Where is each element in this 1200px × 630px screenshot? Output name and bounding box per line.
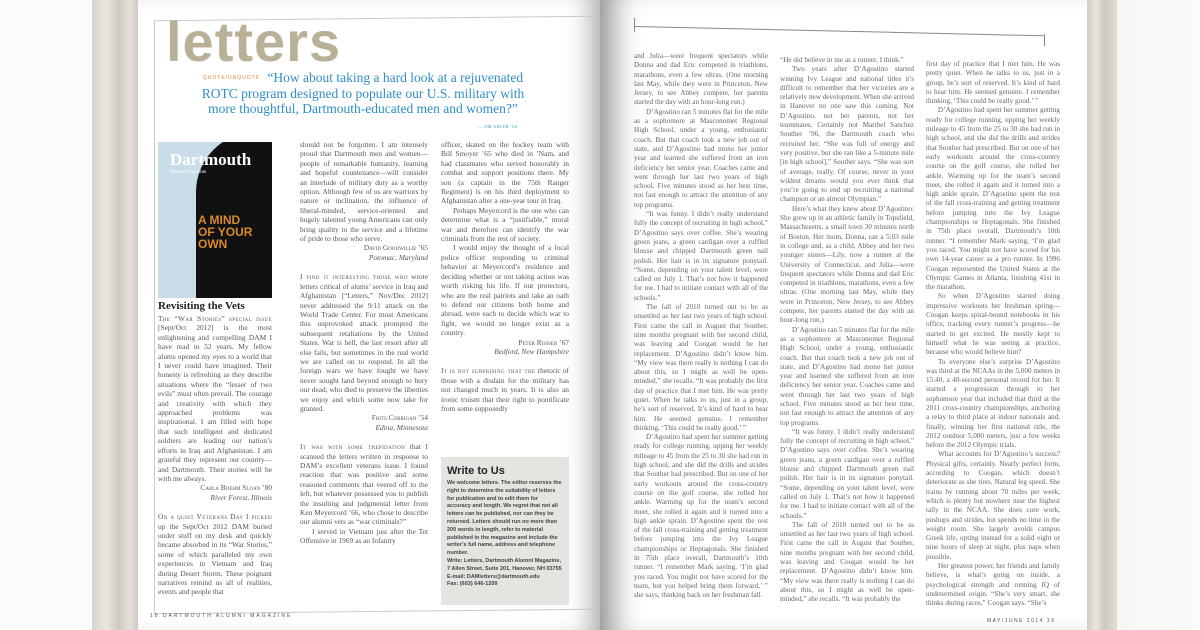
letter-location: River Forest, Illinois [210,492,272,502]
cover-subtitle: Alumni Magazine [170,170,207,175]
letters-column-2 [300,140,428,608]
article-paragraph: Her greatest power, her friends and family believe, is what’s going on inside, a psychological strength and running IQ of undetermined origin. “She’s very smart, she thinks during races,” Coogan says. “She’s [926,562,1060,608]
letter-body: Perhaps Meyercord is the one who can determine what is a “justifiable,” moral war and therefore can identify the war criminals from the rest of society. [441,205,569,244]
section-title: letters [166,10,342,73]
letter-lead: It is not surprising that the [441,366,536,376]
write-to-us-box [441,457,569,605]
letter-body: I would enjoy the thought of a local police officer responding to criminal behavior at Meyercord’s residence and deciding whether or not taking action was worth risking his life. If our protectors, who are the real patriots and take an oath to defend our citizens both home and abroad, were each to decide which war to fight, we would no longer exist as a country. [441,243,569,338]
letter-body: officer, skated on the hockey team with Bill Smoyer ’65 who died in ’Nam, and had classmates who served honorably in combat and support positions there. My son (a captain in the 75th Ranger Regiment) is on his third deployment to Afghanistan after a one-year tour in Iraq. [441,140,569,206]
letter-lead: On a quiet Veterans Day I picked [158,512,272,522]
letter-body: should not be forgotten. I am intensely proud that Dartmouth men and women—people of remarkable humanity, learning and hopeful countenance—will consider an interlude of military duty as a worthy option. Although few of us are warriors by nature or inclination, the influence of liberal-minded, service-oriented and hugely talented young Americans can only bring quality to the service and a lifetime of pride to those who serve. [300,140,428,244]
article-column-3 [926,60,1060,610]
page-folio-right: MAY/JUNE 2014 19 [987,618,1056,624]
write-to-us-address: Write: Letters, Dartmouth Alumni Magazine, 7 Allen Street, Suite 201, Hanover, NH 03755 [447,557,562,572]
letter-body: rhetoric of those with a disdain for the military has not changed much in years. It is also an ironic truism that their right to pontificate from some supposedly [441,366,569,413]
letter-lead: I find it interesting those who [300,272,408,282]
article-paragraph: D’Agostino ran 5 minutes flat for the mile as a sophomore at Masconomet Regional High School, under a young, enthusiastic coach. But that coach took a new job out of state, and D’Agostino had mono her junior year and learned she suffered from an iron deficiency her senior year. Coaches came and went through her last two years of high school. Five minutes stood as her best time, not fast enough to attract the attention of any top programs. [634,107,768,209]
article-column-2 [780,56,914,612]
letter-location: Edina, Minnesota [375,422,428,432]
article-column-1 [634,52,768,612]
right-page [600,0,1087,630]
write-to-us-body: We welcome letters. The editor reserves the right to determine the suitability of letters for publication and to edit them for accuracy and length. We regret that not all letters can be published, nor can they be returned. Letters should run no more than 200 words in length, refer to material published in the magazine and include the writer’s full name, address and telephone number. [447,480,562,557]
article-paragraph: and Julia—were frequent spectators while Donna and dad Eric competed in triathlons, marathons, even a few ultras. (One morning last May, while they were in Princeton, New Jersey, to see Abbey compete, her parents started the day with an hour-long run.) [634,52,768,107]
article-paragraph: first day of practice that I met him. He was pretty quiet. When he talks to us, just in a group, he’s sort of reserved. It’s kind of hard to hear him. He seemed genuine. I remember thinking, ‘This could be really good.’ ” [926,60,1060,106]
letter-body: up the Sept/Oct 2012 DAM buried under stuff on my desk and quickly became absorbed in its “War Stories,” some of which paralleled my own experiences in Vietnam and Iraq during Desert Storm. These poignant narratives remind us all of realities, events and people that [158,521,272,597]
letter-signature: Peter Rosser ’67 [518,337,569,347]
pull-quote-label: QUOTE/UNQUOTE [202,75,261,82]
letters-heading: Revisiting the Vets [158,300,245,312]
article-paragraph: So when D’Agostino started doing impressive workouts her freshman spring—Coogan keeps spiral-bound notebooks in his office, tracking every runner’s progress—he started to get excited. He mostly kept to himself what he was seeing at practice, because who would believe him? [926,292,1060,357]
book-spine-left [92,0,140,630]
article-paragraph: The fall of 2010 turned out to be as unsettled as her last two years of high school. First came the call in August that Souther, nine months pregnant with her second child, was leaving and Coogan would be her replacement. D’Agostino didn’t know him. “My view was there really is nothing I can do about this, so I might as well be open-minded,” she recalls. “It was probably the first day of practice that I met him. He was pretty quiet. When he talks to us, just in a group, he’s sort of reserved. It’s kind of hard to hear him. He seemed genuine. I remember thinking, ‘This could be really good.’ ” [634,303,768,432]
book-edge-right [1085,0,1117,630]
letter-body: that I scanned the letters written in response to DAM’s excellent veterans issue. I found reaction that was positive and some reasoned comments that veered off to the left, but whatever possessed you to publish the insulting and judgmental letter from Ken Meyercord ’66, who chose to describe our alumni vets as “war criminals?” [300,442,428,527]
letter-signature: David Goodwillie ’65 [363,243,428,253]
article-paragraph: “It was funny. I didn’t really understand fully the concept of recruiting in high school,” D’Agostino says over coffee. She’s wearing green jeans, a green cardigan over a ruffled blouse and chipped Dartmouth green nail polish. Her hair is in its signature ponytail. “Some, depending on your talent level, were called on July 1. That’s not how it happened for me. I had to initiate contact with all of the schools.” [780,427,914,520]
header-rule-cap-left [634,18,635,32]
article-paragraph: To everyone else’s surprise D’Agostino was third at the NCAAs in the 5,000 meters in 15:40, a 40-second personal record for her. It started a progression through to her sophomore year that included that third at the 2011 cross-country championships, anchoring a relay to third place at indoor nationals and, finally, winning her first national title, the 2012 outdoor 5,000 meters, just a few weeks before the 2012 Olympic trials. [926,357,1060,450]
article-paragraph: What accounts for D’Agostino’s success? Physical gifts, certainly. Nearly perfect form, according to Coogan, which doesn’t deteriorate as she tires. Natural leg speed. She trains by running about 70 miles per week, which is plenty but nowhere near the highest tally in the NCAA. She does core work, pushups and strides, but spends no time in the weight room. She largely avoids campus Greek life, opting instead for a solid eight or nine hours of sleep at night, plus naps when possible. [926,450,1060,561]
letter-signature: Frits Corrigan ’54 [371,413,428,423]
article-paragraph: D’Agostino had spent her summer getting ready for college running, upping her weekly mileage to 45 from the 25 to 30 she had run in high school, and she did the drills and strides that Souther had prescribed. But on one of her early workouts around the cross-country course on the golf course, she rolled her ankle. Warming up for the team’s second meet, she rolled it again and it turned into a high ankle sprain. D’Agostino spent the rest of the fall cross-training and getting treatment before jumping into the Ivy League championships or Heptagonals. She finished in 75th place overall, Dartmouth’s 10th runner. “I remember Mark saying, ‘I’m glad you raced. You might not have scored for his own 14-year career as a pro runner. In 1996 Coogan represented the United States at the Olympic Games in Atlanta, finishing 41st in the marathon. [926,106,1060,292]
pull-quote [198,70,528,116]
article-paragraph: D’Agostino had spent her summer getting ready for college running, upping her weekly mileage to 45 from the 25 to 30 she had run in high school, and she did the drills and strides that Souther had prescribed. But on one of her early workouts around the cross-country course on the golf course, she rolled her ankle. Warming up for the team’s second meet, she rolled it again and it turned into a high ankle sprain. D’Agostino spent the rest of the fall cross-training and getting treatment before jumping into the Ivy League championships or Heptagonals. She finished in 75th place overall, Dartmouth’s 10th runner. “I remember Mark saying, ‘I’m glad you raced. You might not have scored for the team, but you helped bring them forward,’ ” she says, thinking back on her freshman fall. [634,433,768,600]
write-to-us-heading: Write to Us [447,465,505,477]
header-rule-cap-right [1044,34,1045,46]
letter-location: Bedford, New Hampshire [494,346,569,356]
letter-body: I served in Vietnam just after the Tet Offensive in 1969 as an Infantry [300,526,428,546]
letters-column-3 [441,140,569,452]
write-to-us-fax: Fax: (603) 646-1209 [447,581,498,588]
letter-body: wrote letters critical of alums’ service in Iraq and Afghanistan [“Letters,” Nov/Dec 2012] never addressed the 9/11 attack on the World Trade Center. For most Americans this unprovoked attack prompted the subsequent retaliations by the United States. War is hell, the last resort after all else fails, but sometimes in the real world we are called on to respond. In all the foreign wars we have fought we have never sought land beyond enough to bury our dead, who died to preserve the liberties we enjoy and which some now take for granted. [300,272,428,413]
article-paragraph: The fall of 2010 turned out to be as unsettled as her last two years of high school. First came the call in August that Souther, nine months pregnant with her second child, was leaving and Coogan would be her replacement. D’Agostino didn’t know him. “My view was there really is nothing I can do about this, so I might as well be open-minded,” she recalls. “It was probably the [780,520,914,604]
cover-masthead: Dartmouth [170,150,252,169]
letter-body: [Sept/Oct 2012] is the most enlightening and compelling DAM I have read in 52 years. My fellow alums opened my eyes to a world that I never could have imagined. Their honesty is refreshing as they describe situations where the “lesser of two evils” must often prevail. The courage and creativity with which they approached problems was inspirational. I am filled with hope that such intelligent and dedicated soldiers are leading our nation’s efforts in Iraq and Afghanistan. I am grateful they represent our country—and Dartmouth. Their stories will be with me always. [158,323,272,483]
article-paragraph: D’Agostino ran 5 minutes flat for the mile as a sophomore at Masconomet Regional High School, under a young, enthusiastic coach. But that coach took a new job out of state, and D’Agostino had mono her junior year and learned she suffered from an iron deficiency her senior year. Coaches came and went through her last two years of high school. Five minutes stood as her best time, not fast enough to attract the attention of any top programs. [780,325,914,427]
letter-lead: It was with some trepidation [300,442,406,452]
header-rule [634,26,1044,36]
write-to-us-email[interactable]: E-mail: DAMletters@dartmouth.edu [447,573,540,580]
letter-location: Potomac, Maryland [368,252,428,262]
article-paragraph: “It was funny. I didn’t really understand fully the concept of recruiting in high school,” D’Agostino says over coffee. She’s wearing green jeans, a green cardigan over a ruffled blouse and chipped Dartmouth green nail polish. Her hair is in its signature ponytail. “Some, depending on your talent level, were called on July 1. That’s not how it happened for me. I had to initiate contact with all of the schools.” [634,210,768,302]
letter-lead: The “War Stories” special issue [158,314,272,323]
article-paragraph: Two years after D’Agostino started winning Ivy League and national titles it’s difficult to remember that her victories are a relatively new development. When she arrived in Hanover no one saw this coming. Not D’Agostino, not her parents, not her teammates. Certainly not Maribel Sanchez Souther ’96, the Dartmouth coach who recruited her. “She was full of energy and very positive, but she ran like a 5-minute mile [in high school],” Souther says. “She was sort of average, really. Of course, never in your wildest dreams would you ever think that you’re going to end up recruiting a national champion or an almost Olympian.” [780,65,914,204]
pull-quote-attribution: — JIM ADLER ’64 [478,124,518,129]
article-paragraph: “He did believe in me as a runner, I think.” [780,56,904,64]
pull-quote-text: “How about taking a hard look at a rejuvenated ROTC program designed to populate our U.S. military with more thoughtful, Dartmouth-educated men and women?” [201,70,525,117]
letters-column-1 [158,300,272,600]
article-paragraph: Here’s what they knew about D’Agostino: She grew up in an athletic family in Topsfield, Massachusetts, a small town 30 minutes north of Boston. Her mom, Donna, ran a 5:03 mile in college and, as a child, Abbey and her two younger sisters—Lily, now a runner at the University of Connecticut, and Julia—were frequent spectators while Donna and dad Eric competed in triathlons, marathons, even a few ultras. (One morning last May, while they were in Princeton, New Jersey, to see Abbey compete, her parents started the day with an hour-long run.) [780,204,914,325]
magazine-cover-image [158,142,272,298]
left-page [138,0,600,630]
page-folio-left: 18 DARTMOUTH ALUMNI MAGAZINE [150,613,293,619]
cover-headline: A MIND OF YOUR OWN [198,213,253,251]
letter-signature: Carla Boehm Sloan ’80 [200,483,272,493]
